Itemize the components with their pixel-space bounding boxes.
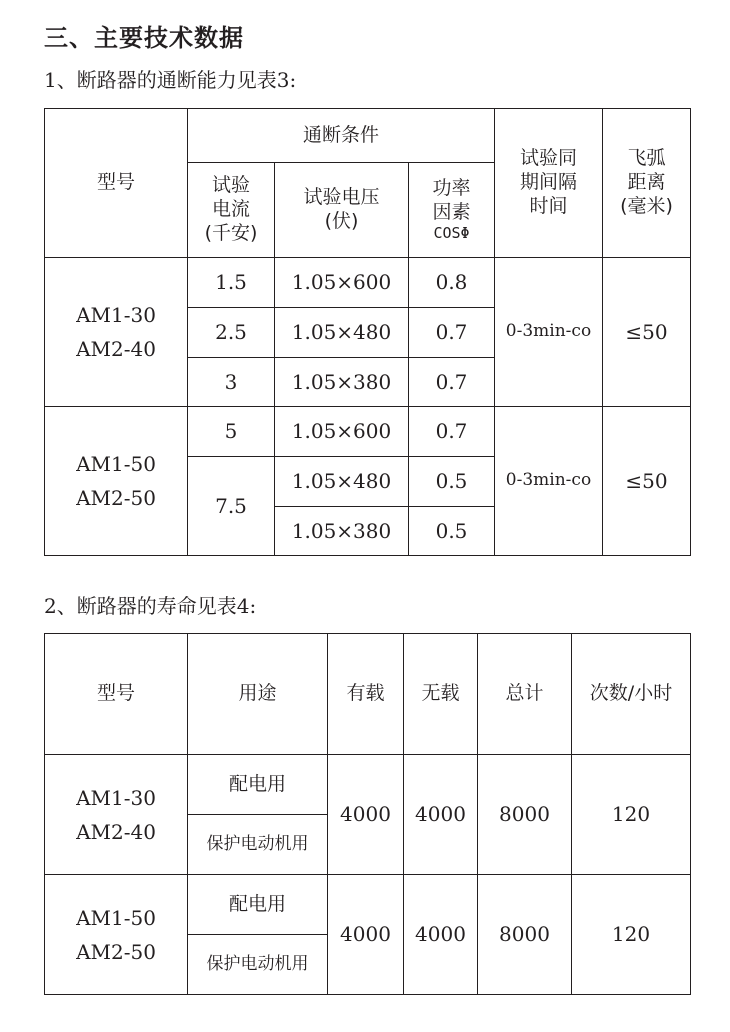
model-name: AM1-50 — [76, 452, 156, 476]
section-heading: 三、主要技术数据 — [44, 24, 244, 52]
voltage-cell: 1.05×480 — [275, 308, 409, 358]
header-arc-line: (毫米) — [620, 194, 673, 217]
header-interval-line: 期间隔 — [519, 171, 577, 194]
pf-cell: 0.7 — [409, 358, 495, 407]
header-model: 型号 — [45, 109, 188, 258]
header-interval-line: 时间 — [529, 194, 568, 217]
interval-cell: 0-3min-co — [495, 407, 603, 556]
header-current — [188, 163, 275, 258]
usage-cell: 保护电动机用 — [188, 815, 328, 875]
table-row — [45, 755, 691, 815]
current-cell: 1.5 — [188, 258, 275, 308]
voltage-cell: 1.05×480 — [275, 457, 409, 507]
service-life-table — [44, 633, 691, 995]
table4-caption: 2、断路器的寿命见表4: — [44, 594, 257, 618]
usage-cell: 配电用 — [188, 755, 328, 815]
table-row — [45, 875, 691, 935]
header-interval — [495, 109, 603, 258]
model-name: AM2-40 — [76, 337, 156, 361]
model-name: AM2-40 — [76, 819, 156, 844]
header-voltage — [275, 163, 409, 258]
model-cell — [45, 875, 188, 995]
header-current-line: 电流 — [211, 198, 250, 221]
current-cell: 3 — [188, 358, 275, 407]
header-current-line: (千安) — [204, 221, 258, 244]
header-pf-line: 因素 — [432, 200, 471, 223]
header-current-line: 试验 — [211, 174, 250, 197]
header-arc-line: 飞弧 — [627, 147, 666, 170]
model-name: AM2-50 — [76, 486, 156, 510]
pf-cell: 0.7 — [409, 407, 495, 457]
header-total: 总计 — [478, 634, 572, 755]
interval-cell: 0-3min-co — [495, 258, 603, 407]
model-cell — [45, 407, 188, 556]
header-usage: 用途 — [188, 634, 328, 755]
unloaded-cell: 4000 — [404, 875, 478, 995]
header-pf-line: COSΦ — [433, 224, 470, 243]
header-condition-group: 通断条件 — [188, 109, 495, 163]
voltage-cell: 1.05×380 — [275, 358, 409, 407]
voltage-cell: 1.05×380 — [275, 507, 409, 556]
voltage-cell: 1.05×600 — [275, 407, 409, 457]
current-cell: 7.5 — [188, 457, 275, 556]
model-name: AM1-30 — [76, 785, 156, 810]
header-model: 型号 — [45, 634, 188, 755]
header-arc — [603, 109, 691, 258]
header-voltage-line: (伏) — [324, 210, 359, 232]
pf-cell: 0.7 — [409, 308, 495, 358]
total-cell: 8000 — [478, 755, 572, 875]
model-cell — [45, 258, 188, 407]
table-row — [45, 407, 691, 457]
model-name: AM1-30 — [76, 303, 156, 327]
voltage-cell: 1.05×600 — [275, 258, 409, 308]
total-cell: 8000 — [478, 875, 572, 995]
model-name: AM2-50 — [76, 939, 156, 964]
header-pf-line: 功率 — [432, 176, 471, 199]
arc-cell: ≤50 — [603, 407, 691, 556]
loaded-cell: 4000 — [328, 755, 404, 875]
breaking-capacity-table — [44, 108, 691, 556]
per-hour-cell: 120 — [572, 755, 691, 875]
usage-cell: 配电用 — [188, 875, 328, 935]
header-interval-line: 试验同 — [519, 147, 577, 170]
unloaded-cell: 4000 — [404, 755, 478, 875]
header-loaded: 有载 — [328, 634, 404, 755]
arc-cell: ≤50 — [603, 258, 691, 407]
model-cell — [45, 755, 188, 875]
table-row — [45, 258, 691, 308]
loaded-cell: 4000 — [328, 875, 404, 995]
table3-caption: 1、断路器的通断能力见表3: — [44, 68, 297, 92]
header-unloaded: 无载 — [404, 634, 478, 755]
header-voltage-line: 试验电压 — [303, 186, 380, 209]
current-cell: 2.5 — [188, 308, 275, 358]
pf-cell: 0.8 — [409, 258, 495, 308]
header-arc-line: 距离 — [627, 171, 666, 194]
header-per-hour: 次数/小时 — [572, 634, 691, 755]
pf-cell: 0.5 — [409, 457, 495, 507]
header-power-factor — [409, 163, 495, 258]
pf-cell: 0.5 — [409, 507, 495, 556]
usage-cell: 保护电动机用 — [188, 935, 328, 995]
current-cell: 5 — [188, 407, 275, 457]
per-hour-cell: 120 — [572, 875, 691, 995]
model-name: AM1-50 — [76, 905, 156, 930]
